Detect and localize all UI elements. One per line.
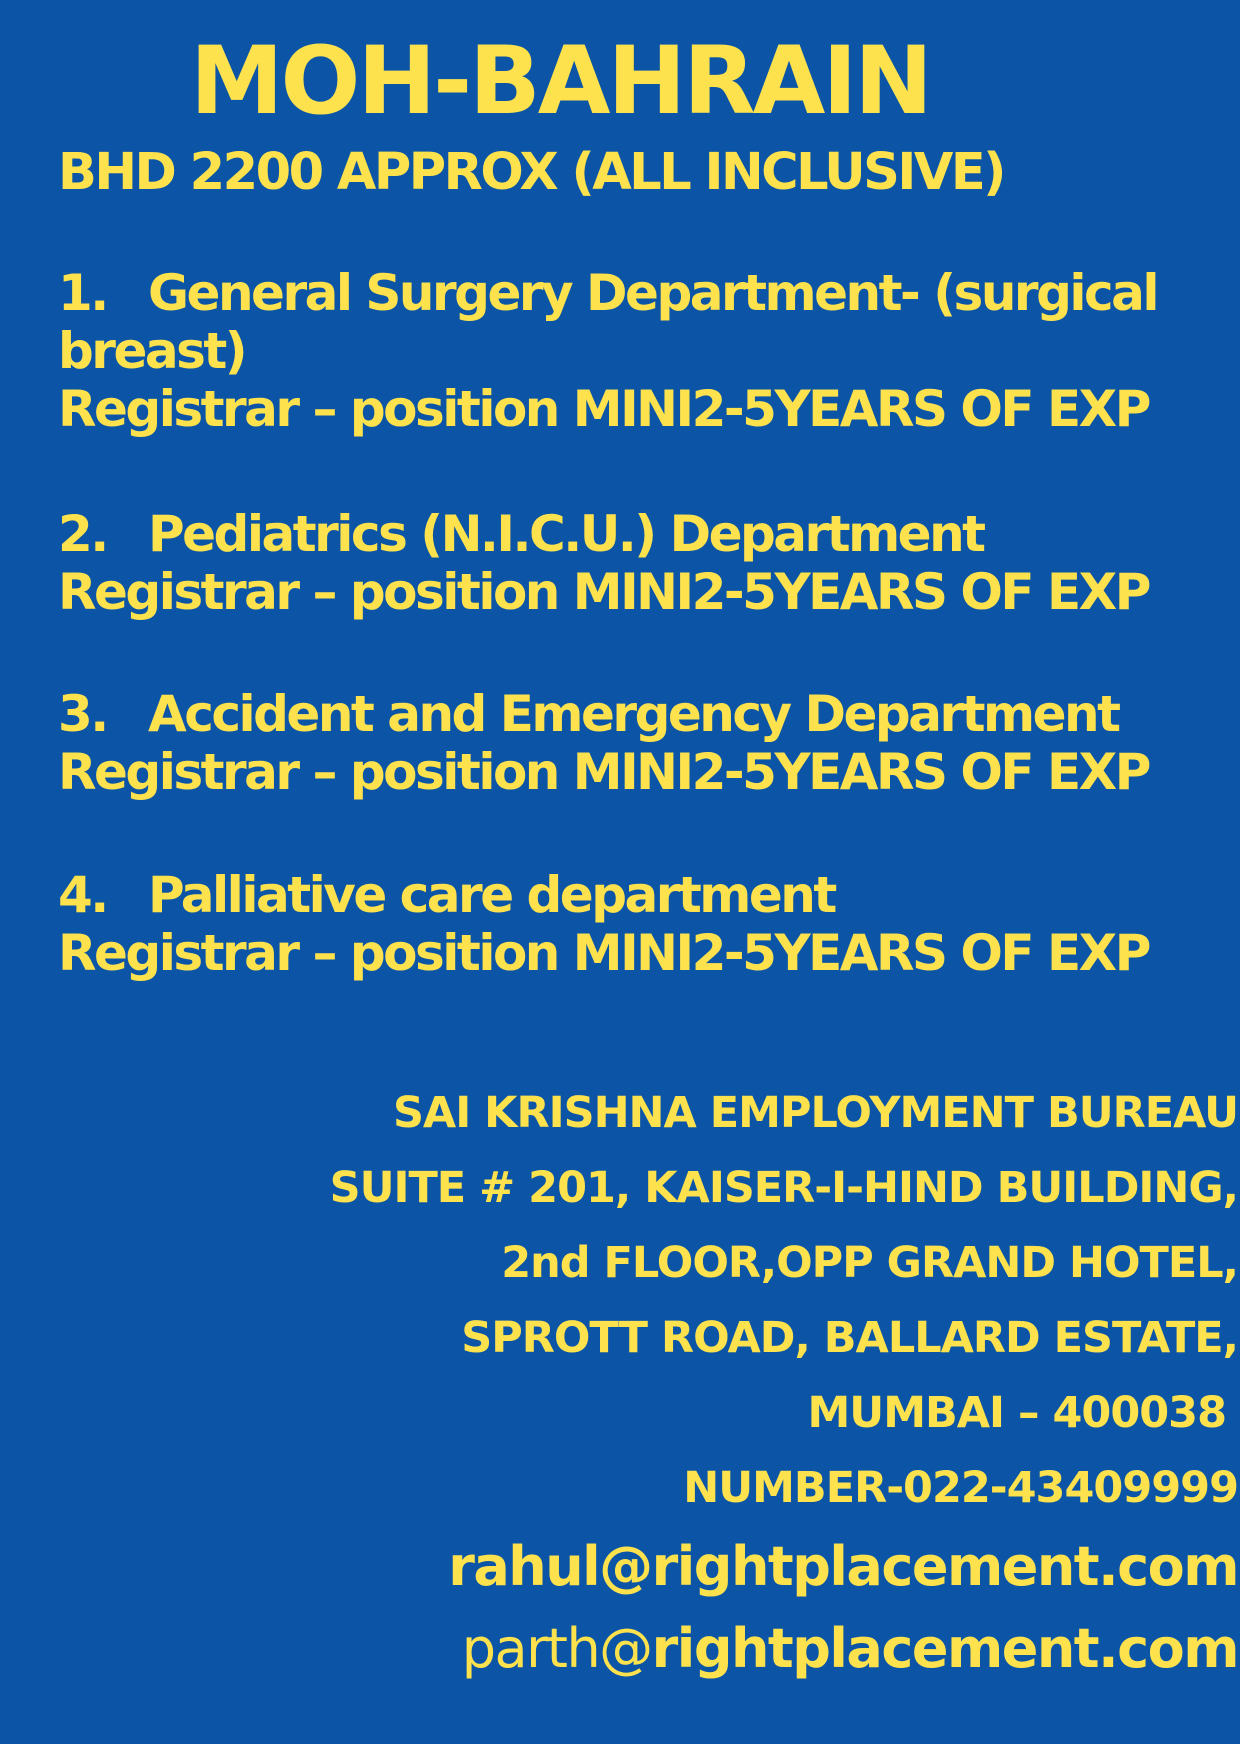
phone-number: NUMBER-022-43409999 (683, 1463, 1238, 1513)
poster-title: MOH-BAHRAIN (190, 27, 930, 136)
position-department-text: Palliative care department (148, 866, 835, 924)
email-parth-user: parth@ (461, 1617, 652, 1680)
contact-block (330, 1076, 1238, 1690)
email-parth[interactable] (330, 1608, 1238, 1690)
position-department-text: Pediatrics (N.I.C.U.) Department (148, 505, 984, 563)
position-item-4 (58, 866, 1149, 982)
position-requirement: Registrar – position MINI2-5YEARS OF EXP (58, 563, 1149, 621)
email-parth-domain: rightplacement.com (651, 1617, 1238, 1680)
position-department (58, 264, 1157, 322)
address-line: SUITE # 201, KAISER-I-HIND BUILDING, (329, 1163, 1238, 1213)
position-department-continued: breast) (58, 322, 246, 380)
position-requirement: Registrar – position MINI2-5YEARS OF EXP (58, 380, 1149, 438)
position-number: 2. (58, 505, 107, 563)
salary-line: BHD 2200 APPROX (ALL INCLUSIVE) (58, 143, 1004, 202)
address-line: 2nd FLOOR,OPP GRAND HOTEL, (501, 1238, 1238, 1288)
position-item-2 (58, 505, 1149, 621)
position-department (58, 685, 1149, 743)
position-item-1 (58, 264, 1157, 438)
position-department (58, 505, 1149, 563)
company-name: SAI KRISHNA EMPLOYMENT BUREAU (392, 1088, 1238, 1138)
position-department-text: General Surgery Department- (surgical (148, 264, 1158, 322)
position-number: 4. (58, 866, 107, 924)
email-rahul[interactable]: rahul@rightplacement.com (448, 1535, 1238, 1598)
position-requirement: Registrar – position MINI2-5YEARS OF EXP (58, 924, 1149, 982)
position-department (58, 866, 1149, 924)
position-number: 1. (58, 264, 107, 322)
city-line: MUMBAI – 400038 (807, 1388, 1226, 1438)
address-line: SPROTT ROAD, BALLARD ESTATE, (461, 1313, 1238, 1363)
position-requirement: Registrar – position MINI2-5YEARS OF EXP (58, 743, 1149, 801)
position-item-3 (58, 685, 1149, 801)
position-department-text: Accident and Emergency Department (148, 685, 1119, 743)
position-number: 3. (58, 685, 107, 743)
